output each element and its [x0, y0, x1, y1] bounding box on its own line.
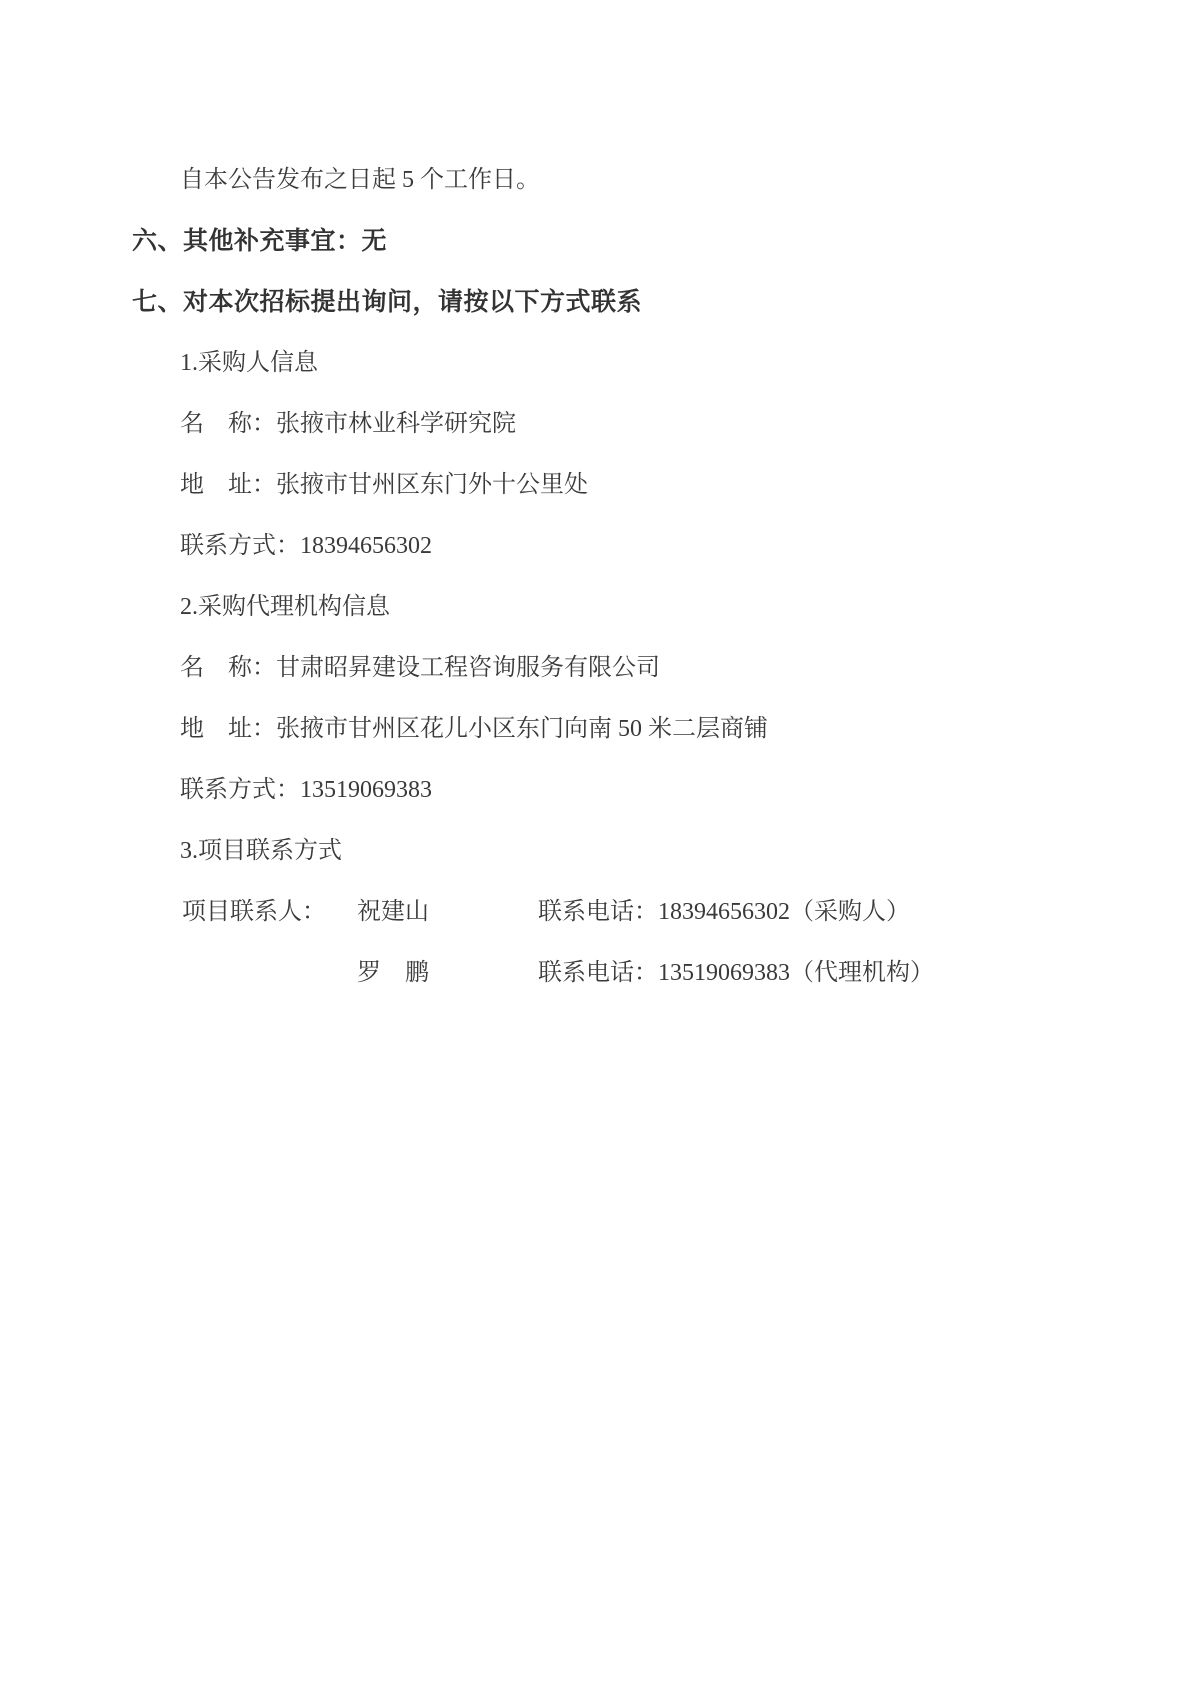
paragraph-validity-period: 自本公告发布之日起 5 个工作日。	[180, 167, 540, 193]
contact-row-label: 项目联系人：	[182, 899, 326, 925]
agency-section-title: 2.采购代理机构信息	[180, 594, 390, 620]
agency-address: 地 址：张掖市甘州区花儿小区东门向南 50 米二层商铺	[180, 716, 768, 742]
purchaser-section-title: 1.采购人信息	[180, 350, 318, 376]
purchaser-contact: 联系方式：18394656302	[180, 533, 432, 559]
agency-name: 名 称：甘肃昭昇建设工程咨询服务有限公司	[180, 655, 660, 681]
document-content	[132, 150, 1092, 1004]
project-contact-section-title: 3.项目联系方式	[180, 838, 342, 864]
contact-person-name: 罗 鹏	[357, 960, 429, 986]
purchaser-name: 名 称：张掖市林业科学研究院	[180, 411, 516, 437]
project-contact-row	[132, 943, 1092, 1004]
project-contact-row	[132, 882, 1092, 943]
contact-person-name: 祝建山	[357, 899, 429, 925]
heading-section-seven: 七、对本次招标提出询问，请按以下方式联系	[132, 288, 643, 316]
purchaser-address: 地 址：张掖市甘州区东门外十公里处	[180, 472, 588, 498]
agency-contact: 联系方式：13519069383	[180, 777, 432, 803]
contact-phone: 联系电话：18394656302（采购人）	[538, 899, 910, 925]
contact-phone: 联系电话：13519069383（代理机构）	[538, 960, 934, 986]
heading-section-six: 六、其他补充事宜：无	[132, 227, 388, 255]
